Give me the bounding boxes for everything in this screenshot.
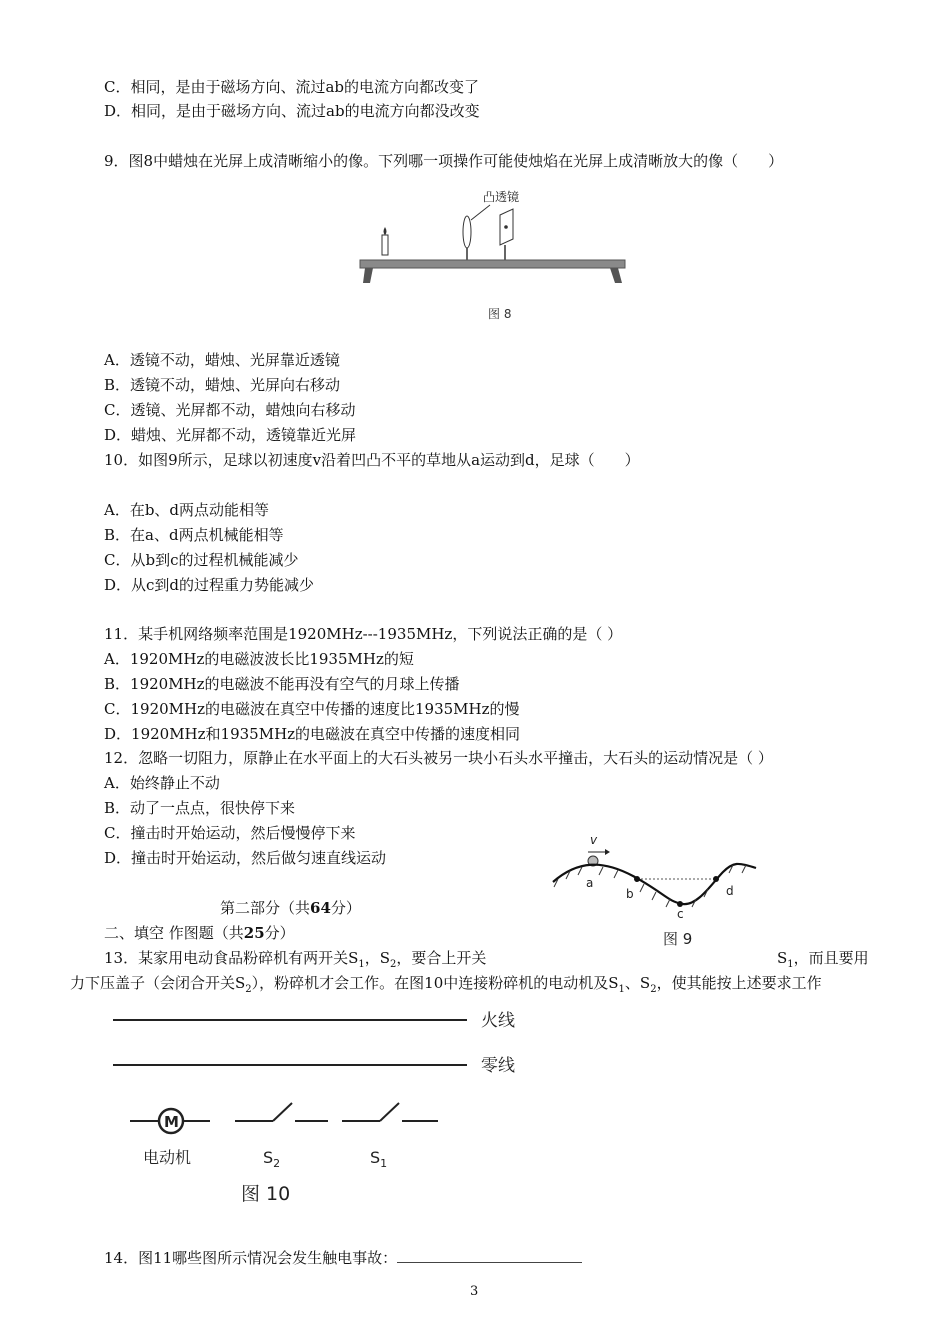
q11-option-d: D．1920MHz和1935MHz的电磁波在真空中传播的速度相同 <box>104 725 521 743</box>
switch-s2 <box>235 1103 328 1121</box>
part-two-heading: 第二部分（共64分） <box>220 899 361 917</box>
q11-option-a: A．1920MHz的电磁波波长比1935MHz的短 <box>104 650 414 668</box>
q9-option-d: D．蜡烛、光屏都不动，透镜靠近光屏 <box>104 426 357 444</box>
q9-stem: 9．图8中蜡烛在光屏上成清晰缩小的像。下列哪一项操作可能使烛焰在光屏上成清晰放大的像（ ） <box>104 152 784 170</box>
figure-8 <box>355 185 630 325</box>
optical-bench <box>360 260 625 268</box>
page-number: 3 <box>470 1284 479 1299</box>
figure-9 <box>548 832 762 952</box>
figure-10-caption: 图 10 <box>241 1183 291 1205</box>
section-two-heading: 二、填空 作图题（共25分） <box>104 924 295 942</box>
q11-option-b: B．1920MHz的电磁波不能再没有空气的月球上传播 <box>104 675 460 693</box>
switch-s2-label: $S_2$ <box>263 1148 281 1170</box>
q12-option-c: C．撞击时开始运动，然后慢慢停下来 <box>104 824 356 842</box>
q13-line-1-right: $S_1$，而且要用 <box>777 949 869 970</box>
q10-option-b: B．在a、d两点机械能相等 <box>104 526 284 544</box>
live-wire-label: 火线 <box>481 1011 515 1031</box>
q11-option-c: C．1920MHz的电磁波在真空中传播的速度比1935MHz的慢 <box>104 700 520 718</box>
switch-s1-label: $S_1$ <box>370 1148 388 1170</box>
q10-option-a: A．在b、d两点动能相等 <box>104 501 270 519</box>
point-c-label: c <box>677 907 684 921</box>
flame <box>384 227 387 235</box>
q14-stem: 14．图11哪些图所示情况会发生触电事故： <box>104 1247 582 1269</box>
q8-option-c: C．相同，是由于磁场方向、流过ab的电流方向都改变了 <box>104 78 480 96</box>
figure-8-caption: 图 8 <box>488 307 512 321</box>
q9-option-c: C．透镜、光屏都不动，蜡烛向右移动 <box>104 401 356 419</box>
q10-option-d: D．从c到d的过程重力势能减少 <box>104 576 315 594</box>
motor-label: 电动机 <box>143 1148 192 1167</box>
q10-option-c: C．从b到c的过程机械能减少 <box>104 551 299 569</box>
q11-stem: 11．某手机网络频率范围是1920MHz---1935MHz，下列说法正确的是（ ） <box>104 625 623 643</box>
convex-lens <box>463 216 471 248</box>
q12-option-a: A．始终静止不动 <box>104 774 220 792</box>
q12-option-b: B．动了一点点，很快停下来 <box>104 799 296 817</box>
q10-stem: 10．如图9所示，足球以初速度v沿着凹凸不平的草地从a运动到d，足球（ ） <box>104 451 640 469</box>
q12-option-d: D．撞击时开始运动，然后做匀速直线运动 <box>104 849 387 867</box>
q14-answer-blank[interactable] <box>397 1248 582 1263</box>
neutral-wire-label: 零线 <box>481 1056 515 1076</box>
lens-label: 凸透镜 <box>483 190 520 204</box>
point-d-label: d <box>726 884 734 898</box>
point-b-label: b <box>626 887 634 901</box>
figure-10 <box>105 1000 535 1210</box>
motor-symbol-letter: M <box>164 1113 179 1131</box>
velocity-label: v <box>590 833 598 847</box>
q9-option-a: A．透镜不动，蜡烛、光屏靠近透镜 <box>104 351 340 369</box>
candle <box>382 235 388 255</box>
q13-line-1: 13．某家用电动食品粉碎机有两开关$S_1$，$S_2$，要合上开关 <box>104 949 487 970</box>
figure-9-caption: 图 9 <box>663 930 693 948</box>
switch-s1 <box>342 1103 438 1121</box>
q8-option-d: D．相同，是由于磁场方向、流过ab的电流方向都没改变 <box>104 102 480 120</box>
q12-stem: 12．忽略一切阻力，原静止在水平面上的大石头被另一块小石头水平撞击，大石头的运动情况是（ ） <box>104 749 773 767</box>
point-a-label: a <box>586 876 594 890</box>
q9-option-b: B．透镜不动，蜡烛、光屏向右移动 <box>104 376 341 394</box>
q13-line-2: 力下压盖子（会闭合开关$S_2$），粉碎机才会工作。在图10中连接粉碎机的电动机及$S_1$、$S_2$，使其能按上述要求工作 <box>70 974 822 995</box>
